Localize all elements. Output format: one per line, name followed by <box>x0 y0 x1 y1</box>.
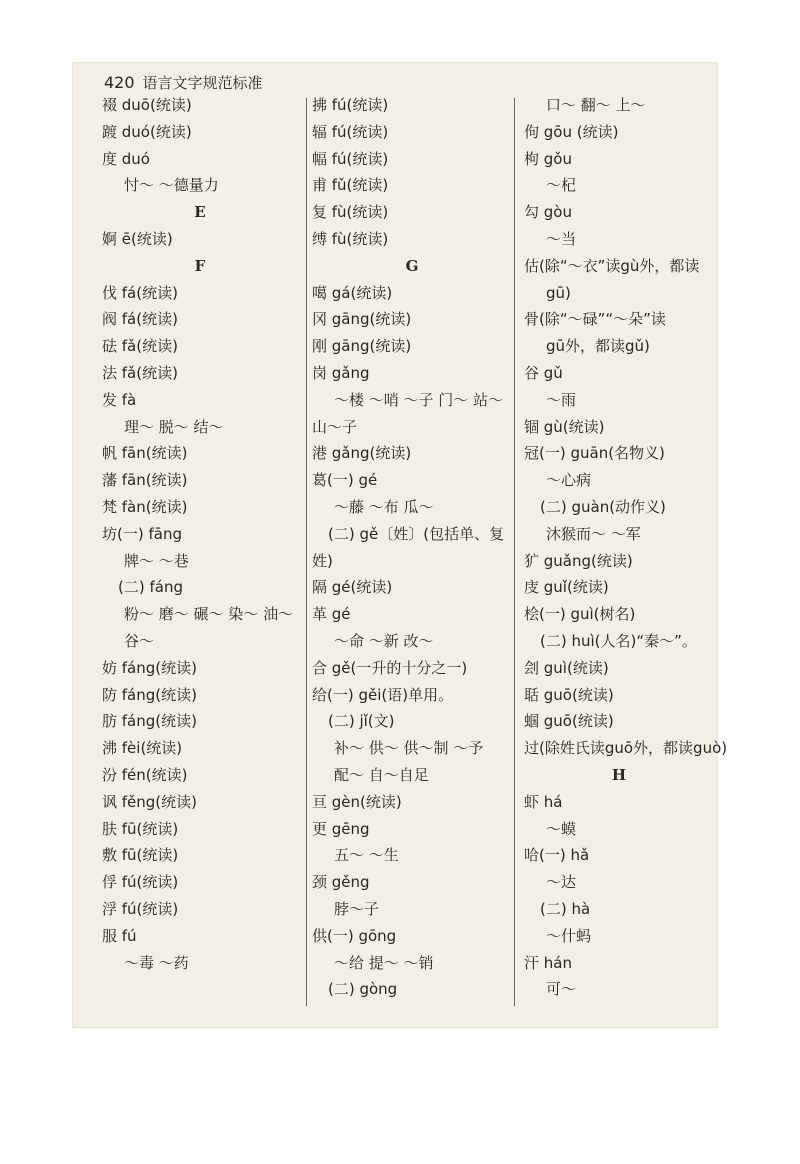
variant-reading-line: (二) guàn(动作义) <box>540 497 666 516</box>
entry-line: 冈 gāng(统读) <box>312 310 412 329</box>
entry-line: 法 fǎ(统读) <box>102 363 178 382</box>
entry-line: 谷 gǔ <box>524 363 563 382</box>
entry-line: 给(一) gěi(语)单用。 <box>312 685 454 704</box>
variant-reading-line: (二) jǐ(文) <box>328 712 395 731</box>
entry-line: 蝈 guō(统读) <box>524 712 614 731</box>
entry-line: 敷 fū(统读) <box>102 846 179 865</box>
entry-line: 伐 fá(统读) <box>102 283 178 302</box>
entry-line: 合 gě(一升的十分之一) <box>312 658 468 677</box>
entry-line: 姓) <box>312 551 333 570</box>
section-letter: H <box>611 765 627 784</box>
entry-line: 坊(一) fāng <box>102 524 182 543</box>
entry-line: 服 fú <box>102 926 137 945</box>
page-header <box>104 72 263 93</box>
entry-line: 佝 gōu (统读) <box>524 122 619 141</box>
entry-line: 刽 guì(统读) <box>524 658 609 677</box>
entry-line: 汗 hán <box>524 953 572 972</box>
entry-line: 发 fà <box>102 390 137 409</box>
entry-line: 桧(一) guì(树名) <box>524 605 636 624</box>
section-letter: G <box>405 256 419 275</box>
entry-line: 枸 gǒu <box>524 149 572 168</box>
entry-line: 葛(一) gé <box>312 471 378 490</box>
entry-line: 阀 fá(统读) <box>102 310 178 329</box>
entry-line: 踱 duó(统读) <box>102 122 192 141</box>
entry-line: 勾 gòu <box>524 203 572 222</box>
entry-line: 虾 há <box>524 792 563 811</box>
example-line: 理～ 脱～ 结～ <box>124 417 224 436</box>
example-line: ～心病 <box>546 471 592 490</box>
example-line: 脖～子 <box>334 899 380 918</box>
entry-line: 过(除姓氏读guō外，都读guò) <box>524 739 728 758</box>
example-line: ～什蚂 <box>546 926 592 945</box>
entry-line: 山～子 <box>312 417 358 436</box>
entry-line: 藩 fān(统读) <box>102 471 188 490</box>
example-line: 配～ 自～自足 <box>334 765 429 784</box>
column-divider <box>306 98 307 1006</box>
example-line: 口～ 翻～ 上～ <box>546 96 646 114</box>
entry-line: 婀 ē(统读) <box>102 229 173 248</box>
entry-line: 浮 fú(统读) <box>102 899 179 918</box>
example-line: ～给 提～ ～销 <box>334 953 434 972</box>
entry-line: 俘 fú(统读) <box>102 873 179 892</box>
entry-line: 梵 fàn(统读) <box>102 497 188 516</box>
section-letter: F <box>194 256 206 275</box>
entry-line: 颈 gěng <box>312 873 370 892</box>
entry-line: 供(一) gōng <box>312 926 397 945</box>
example-line: 沐猴而～ ～军 <box>546 524 641 543</box>
example-line: gū外，都读gǔ) <box>546 337 650 356</box>
entry-line: 度 duó <box>102 149 150 168</box>
entry-line: 辐 fú(统读) <box>312 122 389 141</box>
column-left <box>102 92 298 976</box>
entry-line: 港 gǎng(统读) <box>312 444 412 463</box>
dictionary-page <box>72 62 728 1028</box>
section-letter: E <box>194 203 206 222</box>
entry-line: 复 fù(统读) <box>312 203 389 222</box>
entry-line: 估(除“～衣”读gù外，都读 <box>524 256 700 275</box>
entry-line: 锢 gù(统读) <box>524 417 605 436</box>
entry-line: 肪 fáng(统读) <box>102 712 197 731</box>
example-line: ～杞 <box>546 176 577 195</box>
example-line: ～当 <box>546 229 577 248</box>
example-line: 谷～ <box>124 631 155 650</box>
example-line: 可～ <box>546 980 577 999</box>
example-line: ～命 ～新 改～ <box>334 631 434 650</box>
entry-line: 防 fáng(统读) <box>102 685 197 704</box>
page-number: 420 <box>104 73 135 92</box>
entry-line: 冠(一) guān(名物义) <box>524 444 665 463</box>
entry-line: 岗 gǎng <box>312 363 370 382</box>
entry-line: 缚 fù(统读) <box>312 229 389 248</box>
entry-line: 砝 fǎ(统读) <box>102 337 178 356</box>
example-line: 忖～ ～德量力 <box>124 176 219 195</box>
example-line: 补～ 供～ 供～制 ～予 <box>334 739 484 758</box>
variant-reading-line: (二) huì(人名)“秦～”。 <box>540 631 697 650</box>
entry-line: 帆 fān(统读) <box>102 444 188 463</box>
entry-line: 亘 gèn(统读) <box>312 792 402 811</box>
entry-line: 噶 gá(统读) <box>312 283 393 302</box>
entry-line: 革 gé <box>312 605 351 624</box>
example-line: ～雨 <box>546 390 577 409</box>
column-divider <box>514 98 515 1006</box>
entry-line: 讽 fěng(统读) <box>102 792 198 811</box>
column-middle <box>312 92 512 1003</box>
entry-line: 刚 gāng(统读) <box>312 337 412 356</box>
column-right <box>524 92 728 1003</box>
variant-reading-line: (二) gòng <box>328 980 398 999</box>
example-line: 五～ ～生 <box>334 846 399 865</box>
entry-line: 妨 fáng(统读) <box>102 658 197 677</box>
entry-line: 骨(除“～碌”“～朵”读 <box>524 310 666 329</box>
entry-line: 沸 fèi(统读) <box>102 739 183 758</box>
entry-line: 甫 fǔ(统读) <box>312 176 389 195</box>
example-line: ～楼 ～哨 ～子 门～ 站～ <box>334 390 504 409</box>
example-line: ～毒 ～药 <box>124 953 189 972</box>
book-title: 语言文字规范标准 <box>142 74 263 92</box>
example-line: ～蟆 <box>546 819 577 838</box>
entry-line: 哈(一) hǎ <box>524 846 590 865</box>
example-line: 粉～ 磨～ 碾～ 染～ 油～ <box>124 605 294 624</box>
example-line: ～达 <box>546 873 577 892</box>
example-line: 牌～ ～巷 <box>124 551 189 570</box>
example-line: gū) <box>546 283 571 302</box>
entry-line: 幅 fú(统读) <box>312 149 389 168</box>
entry-line: 庋 guǐ(统读) <box>524 578 609 597</box>
entry-line: 聒 guō(统读) <box>524 685 614 704</box>
entry-line: 更 gēng <box>312 819 370 838</box>
entry-line: 隔 gé(统读) <box>312 578 393 597</box>
example-line: ～藤 ～布 瓜～ <box>334 497 434 516</box>
entry-line: 拂 fú(统读) <box>312 96 389 114</box>
variant-reading-line: (二) gě〔姓〕(包括单、复 <box>328 524 505 543</box>
variant-reading-line: (二) fáng <box>118 578 183 597</box>
variant-reading-line: (二) hà <box>540 899 591 918</box>
entry-line: 肤 fū(统读) <box>102 819 179 838</box>
entry-line: 犷 guǎng(统读) <box>524 551 633 570</box>
entry-line: 裰 duō(统读) <box>102 96 192 114</box>
entry-line: 汾 fén(统读) <box>102 765 188 784</box>
